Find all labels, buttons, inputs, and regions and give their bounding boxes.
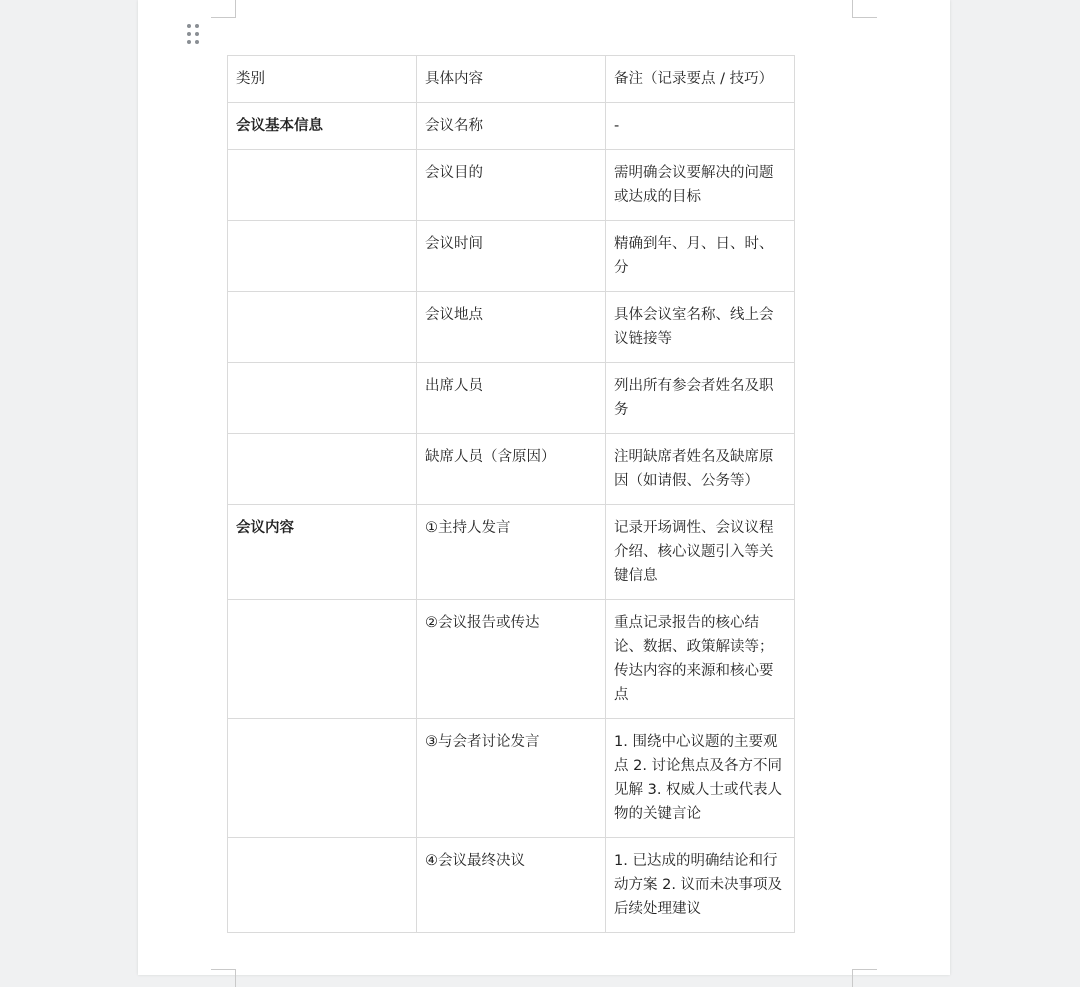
content-cell[interactable]: 会议名称 (417, 103, 606, 150)
category-cell[interactable] (228, 600, 417, 719)
category-cell[interactable] (228, 150, 417, 221)
content-cell[interactable]: 缺席人员（含原因） (417, 434, 606, 505)
page-corner-mark (211, 0, 236, 18)
table-row (228, 103, 795, 150)
note-cell[interactable]: 1. 围绕中心议题的主要观点 2. 讨论焦点及各方不同见解 3. 权威人士或代表人物的关键言论 (606, 719, 795, 838)
page-corner-mark (852, 0, 877, 18)
category-cell[interactable] (228, 434, 417, 505)
note-cell[interactable]: 精确到年、月、日、时、分 (606, 221, 795, 292)
table-row (228, 838, 795, 933)
table-header-row (228, 56, 795, 103)
table-row (228, 221, 795, 292)
content-cell[interactable]: 会议地点 (417, 292, 606, 363)
category-cell[interactable]: 会议基本信息 (228, 103, 417, 150)
content-cell[interactable]: ①主持人发言 (417, 505, 606, 600)
note-cell[interactable]: 具体会议室名称、线上会议链接等 (606, 292, 795, 363)
content-cell[interactable]: 出席人员 (417, 363, 606, 434)
content-cell[interactable]: 会议时间 (417, 221, 606, 292)
table-row (228, 434, 795, 505)
note-cell[interactable]: 需明确会议要解决的问题或达成的目标 (606, 150, 795, 221)
table-row (228, 150, 795, 221)
content-cell[interactable]: ②会议报告或传达 (417, 600, 606, 719)
page-corner-mark (211, 969, 236, 987)
table-row (228, 505, 795, 600)
note-cell[interactable]: 注明缺席者姓名及缺席原因（如请假、公务等） (606, 434, 795, 505)
table-row (228, 600, 795, 719)
content-cell[interactable]: ④会议最终决议 (417, 838, 606, 933)
table-row (228, 719, 795, 838)
category-cell[interactable] (228, 719, 417, 838)
note-cell[interactable]: - (606, 103, 795, 150)
category-cell[interactable] (228, 363, 417, 434)
category-cell[interactable] (228, 838, 417, 933)
note-cell[interactable]: 1. 已达成的明确结论和行动方案 2. 议而未决事项及后续处理建议 (606, 838, 795, 933)
drag-handle-icon[interactable] (187, 24, 201, 46)
table-header-cell[interactable]: 具体内容 (417, 56, 606, 103)
content-cell[interactable]: 会议目的 (417, 150, 606, 221)
table-row (228, 363, 795, 434)
note-cell[interactable]: 列出所有参会者姓名及职务 (606, 363, 795, 434)
meeting-minutes-table (227, 55, 795, 933)
table-header-cell[interactable]: 类别 (228, 56, 417, 103)
page-corner-mark (852, 969, 877, 987)
table-row (228, 292, 795, 363)
content-cell[interactable]: ③与会者讨论发言 (417, 719, 606, 838)
category-cell[interactable] (228, 221, 417, 292)
table-header-cell[interactable]: 备注（记录要点 / 技巧） (606, 56, 795, 103)
note-cell[interactable]: 记录开场调性、会议议程介绍、核心议题引入等关键信息 (606, 505, 795, 600)
note-cell[interactable]: 重点记录报告的核心结论、数据、政策解读等；传达内容的来源和核心要点 (606, 600, 795, 719)
category-cell[interactable]: 会议内容 (228, 505, 417, 600)
category-cell[interactable] (228, 292, 417, 363)
document-page (138, 0, 950, 975)
